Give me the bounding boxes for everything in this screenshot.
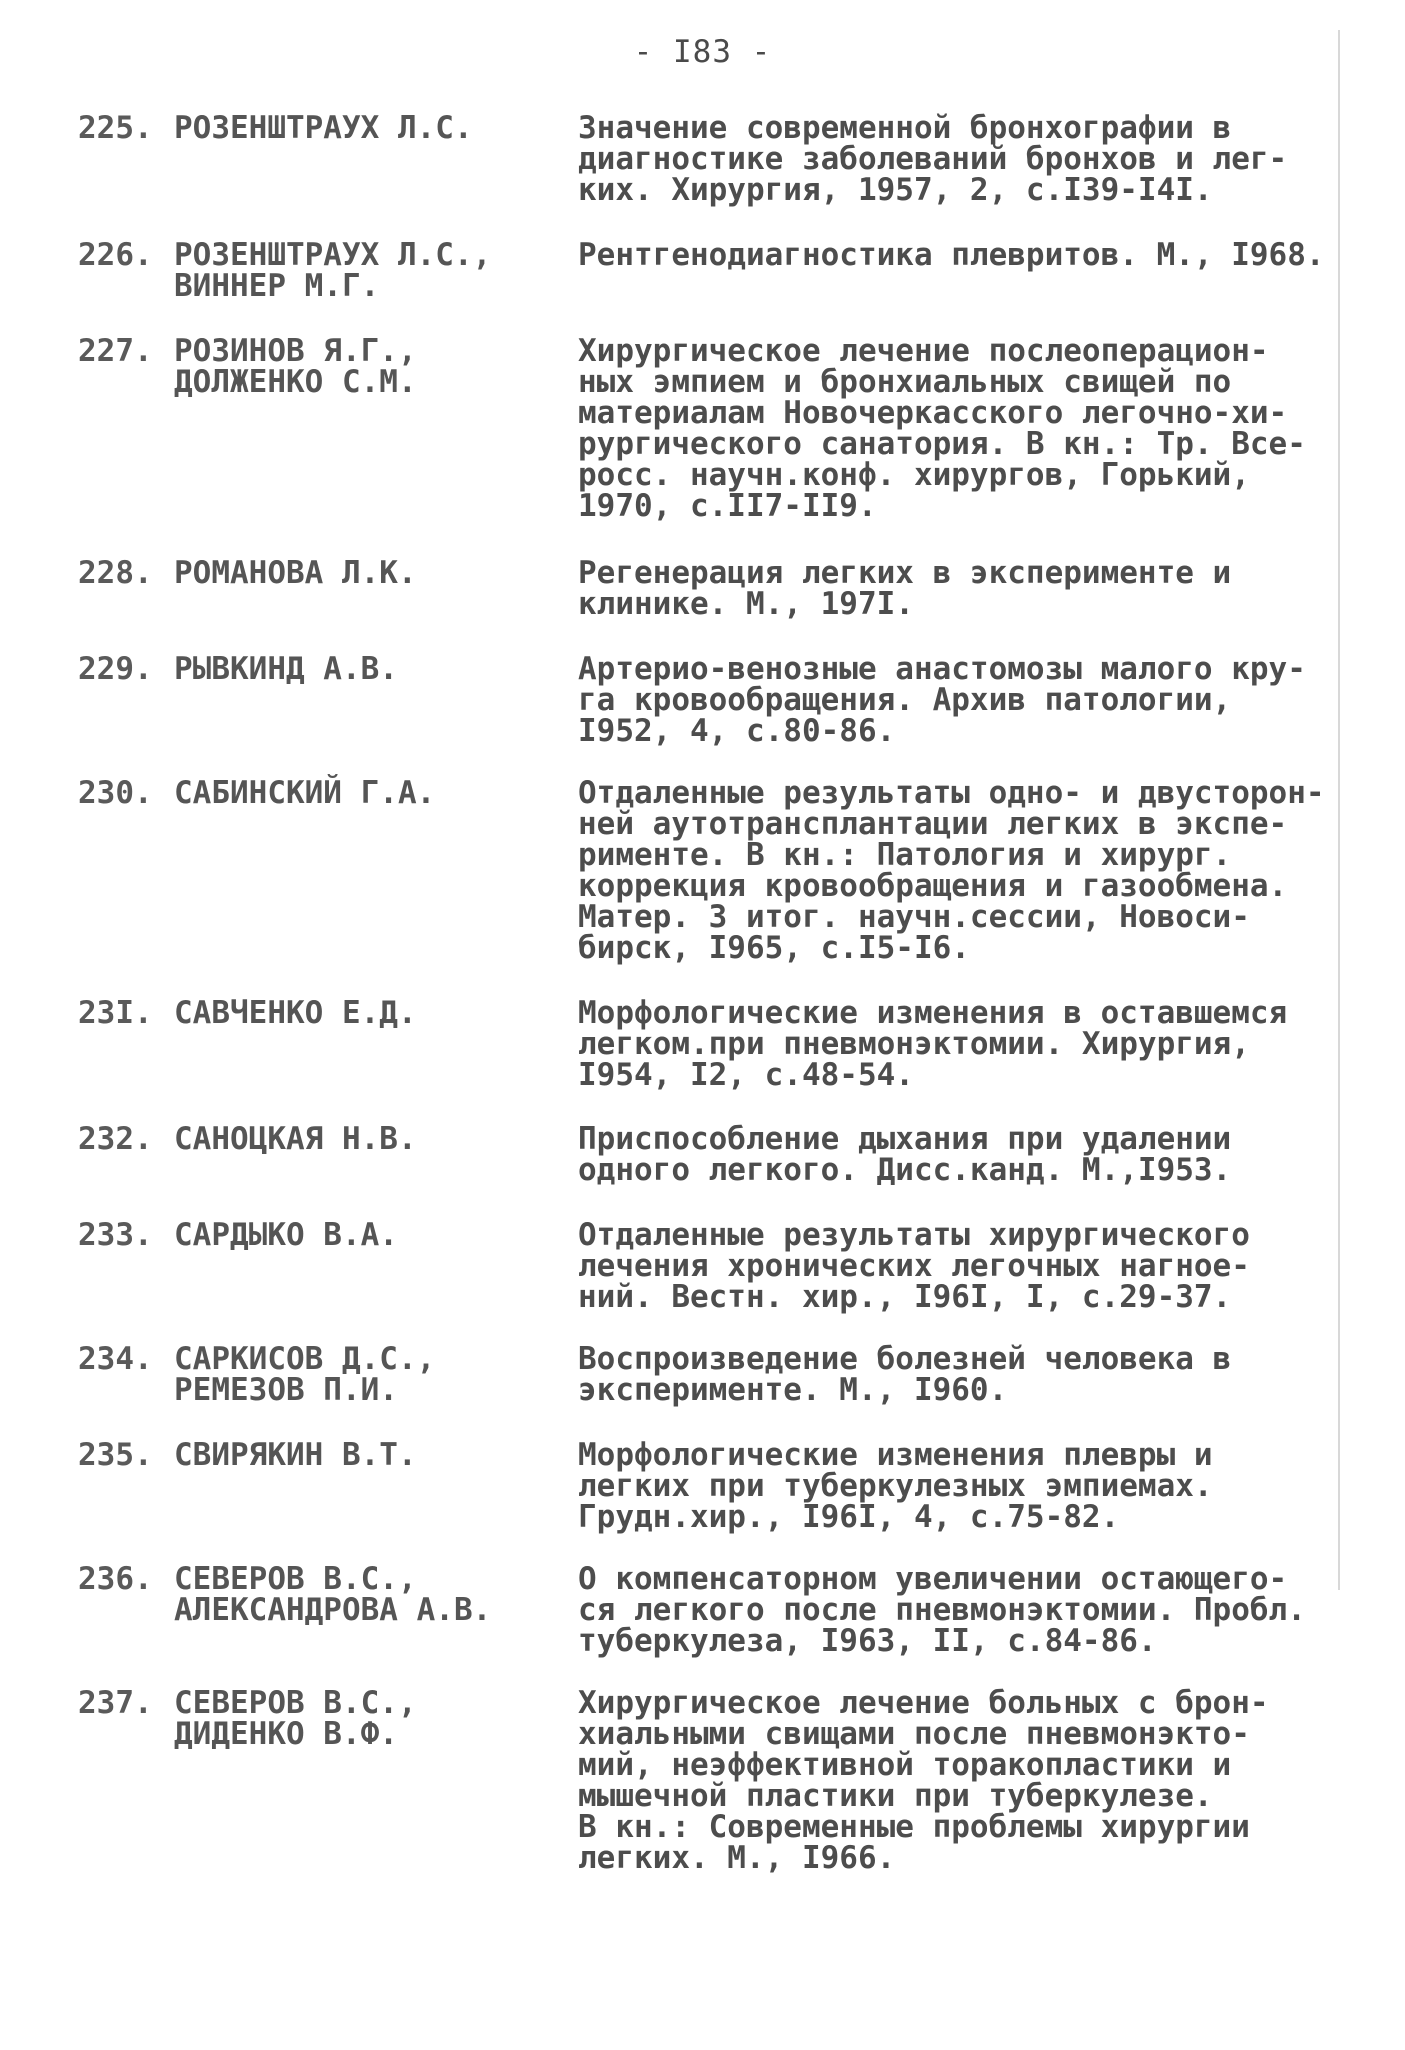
reference-line: ких. Хирургия, 1957, 2, с.I39-I4I. bbox=[578, 172, 1213, 208]
entry-authors bbox=[174, 1685, 554, 1752]
entry-number: 228. bbox=[78, 555, 153, 591]
reference-line: Регенерация легких в эксперименте и bbox=[578, 555, 1232, 591]
entry-number: 235. bbox=[78, 1437, 153, 1473]
entry-author: САНОЦКАЯ Н.В. bbox=[174, 1121, 417, 1157]
entry-authors bbox=[174, 110, 554, 146]
entry-authors bbox=[174, 995, 554, 1031]
entry-author: РОЗИНОВ Я.Г., bbox=[174, 333, 417, 369]
entry-author: АЛЕКСАНДРОВА А.В. bbox=[174, 1592, 492, 1628]
entry-number: 23I. bbox=[78, 995, 153, 1031]
reference-line: клинике. М., 197I. bbox=[578, 586, 914, 622]
reference-line: легком.при пневмонэктомии. Хирургия, bbox=[578, 1026, 1250, 1062]
entry-author: РЫВКИНД А.В. bbox=[174, 651, 398, 687]
reference-line: бирск, I965, с.I5-I6. bbox=[578, 930, 970, 966]
reference-line: Хирургическое лечение больных с брон- bbox=[578, 1685, 1269, 1721]
reference-line: Хирургическое лечение послеоперацион- bbox=[578, 333, 1269, 369]
entry-author: САРДЫКО В.А. bbox=[174, 1217, 398, 1253]
entry-number: 234. bbox=[78, 1341, 153, 1377]
entry-author: РОМАНОВА Л.К. bbox=[174, 555, 417, 591]
reference-line: В кн.: Современные проблемы хирургии bbox=[578, 1809, 1250, 1845]
reference-line: ней аутотрансплантации легких в экспе- bbox=[578, 806, 1288, 842]
reference-line: ний. Вестн. хир., I96I, I, с.29-37. bbox=[578, 1279, 1232, 1315]
entry-authors bbox=[174, 1217, 554, 1253]
entry-author: ВИННЕР М.Г. bbox=[174, 268, 380, 304]
entry-number: 230. bbox=[78, 775, 153, 811]
reference-line: материалам Новочеркасского легочно-хи- bbox=[578, 395, 1288, 431]
reference-line: Грудн.хир., I96I, 4, с.75-82. bbox=[578, 1499, 1120, 1535]
entry-number: 232. bbox=[78, 1121, 153, 1157]
entry-reference bbox=[578, 1437, 1338, 1535]
entry-number: 229. bbox=[78, 651, 153, 687]
entry-reference bbox=[578, 775, 1338, 966]
reference-line: легких при туберкулезных эмпиемах. bbox=[578, 1468, 1213, 1504]
reference-line: Отдаленные результаты одно- и двусторон- bbox=[578, 775, 1325, 811]
entry-number: 237. bbox=[78, 1685, 153, 1721]
entry-author: САВЧЕНКО Е.Д. bbox=[174, 995, 417, 1031]
reference-line: Отдаленные результаты хирургического bbox=[578, 1217, 1250, 1253]
entry-number: 233. bbox=[78, 1217, 153, 1253]
entry-reference bbox=[578, 555, 1338, 622]
reference-line: хиальными свищами после пневмонэкто- bbox=[578, 1716, 1250, 1752]
entry-author: СВИРЯКИН В.Т. bbox=[174, 1437, 417, 1473]
reference-line: диагностике заболеваний бронхов и лег- bbox=[578, 141, 1288, 177]
entry-author: РОЗЕНШТРАУХ Л.С. bbox=[174, 110, 473, 146]
entry-authors bbox=[174, 1121, 554, 1157]
reference-line: эксперименте. М., I960. bbox=[578, 1372, 1008, 1408]
entry-number: 225. bbox=[78, 110, 153, 146]
reference-line: лечения хронических легочных нагное- bbox=[578, 1248, 1250, 1284]
entry-author: СЕВЕРОВ В.С., bbox=[174, 1561, 417, 1597]
entry-reference bbox=[578, 1121, 1338, 1188]
entry-number: 226. bbox=[78, 237, 153, 273]
entry-author: ДИДЕНКО В.Ф. bbox=[174, 1716, 398, 1752]
entry-reference bbox=[578, 995, 1338, 1093]
entry-authors bbox=[174, 651, 554, 687]
entry-reference bbox=[578, 1685, 1338, 1876]
entry-reference bbox=[578, 237, 1338, 273]
reference-line: мышечной пластики при туберкулезе. bbox=[578, 1778, 1213, 1814]
reference-line: Морфологические изменения плевры и bbox=[578, 1437, 1213, 1473]
entry-authors bbox=[174, 1437, 554, 1473]
entry-authors bbox=[174, 1561, 554, 1628]
page-number: - I83 - bbox=[633, 34, 772, 70]
reference-line: легких. М., I966. bbox=[578, 1840, 896, 1876]
reference-line: I954, I2, с.48-54. bbox=[578, 1057, 914, 1093]
reference-line: коррекция кровообращения и газообмена. bbox=[578, 868, 1288, 904]
reference-line: Приспособление дыхания при удалении bbox=[578, 1121, 1232, 1157]
reference-line: Морфологические изменения в оставшемся bbox=[578, 995, 1288, 1031]
reference-line: мий, неэффективной торакопластики и bbox=[578, 1747, 1232, 1783]
entry-author: ДОЛЖЕНКО С.М. bbox=[174, 364, 417, 400]
reference-line: рименте. В кн.: Патология и хирург. bbox=[578, 837, 1232, 873]
reference-line: 1970, с.II7-II9. bbox=[578, 488, 877, 524]
entry-author: РОЗЕНШТРАУХ Л.С., bbox=[174, 237, 492, 273]
reference-line: О компенсаторном увеличении остающего- bbox=[578, 1561, 1288, 1597]
entry-reference bbox=[578, 110, 1338, 208]
reference-line: га кровообращения. Архив патологии, bbox=[578, 682, 1232, 718]
reference-line: одного легкого. Дисс.канд. М.,I953. bbox=[578, 1152, 1232, 1188]
reference-line: рургического санатория. В кн.: Тр. Все- bbox=[578, 426, 1306, 462]
reference-line: Воспроизведение болезней человека в bbox=[578, 1341, 1232, 1377]
entry-reference bbox=[578, 1341, 1338, 1408]
entry-reference bbox=[578, 333, 1338, 524]
entry-authors bbox=[174, 775, 554, 811]
reference-line: I952, 4, с.80-86. bbox=[578, 713, 896, 749]
reference-line: Артерио-венозные анастомозы малого кру- bbox=[578, 651, 1306, 687]
reference-line: ных эмпием и бронхиальных свищей по bbox=[578, 364, 1232, 400]
reference-line: Матер. 3 итог. научн.сессии, Новоси- bbox=[578, 899, 1250, 935]
reference-line: ся легкого после пневмонэктомии. Пробл. bbox=[578, 1592, 1306, 1628]
reference-line: Значение современной бронхографии в bbox=[578, 110, 1232, 146]
entry-authors bbox=[174, 555, 554, 591]
entry-authors bbox=[174, 333, 554, 400]
entry-number: 236. bbox=[78, 1561, 153, 1597]
entry-author: РЕМЕЗОВ П.И. bbox=[174, 1372, 398, 1408]
reference-line: туберкулеза, I963, II, с.84-86. bbox=[578, 1623, 1157, 1659]
entry-authors bbox=[174, 1341, 554, 1408]
entry-reference bbox=[578, 1561, 1338, 1659]
entry-reference bbox=[578, 1217, 1338, 1315]
reference-line: росс. научн.конф. хирургов, Горький, bbox=[578, 457, 1250, 493]
entry-reference bbox=[578, 651, 1338, 749]
entry-authors bbox=[174, 237, 554, 304]
entry-author: САБИНСКИЙ Г.А. bbox=[174, 775, 436, 811]
reference-line: Рентгенодиагностика плевритов. М., I968. bbox=[578, 237, 1325, 273]
entry-number: 227. bbox=[78, 333, 153, 369]
entry-author: САРКИСОВ Д.С., bbox=[174, 1341, 436, 1377]
entry-author: СЕВЕРОВ В.С., bbox=[174, 1685, 417, 1721]
